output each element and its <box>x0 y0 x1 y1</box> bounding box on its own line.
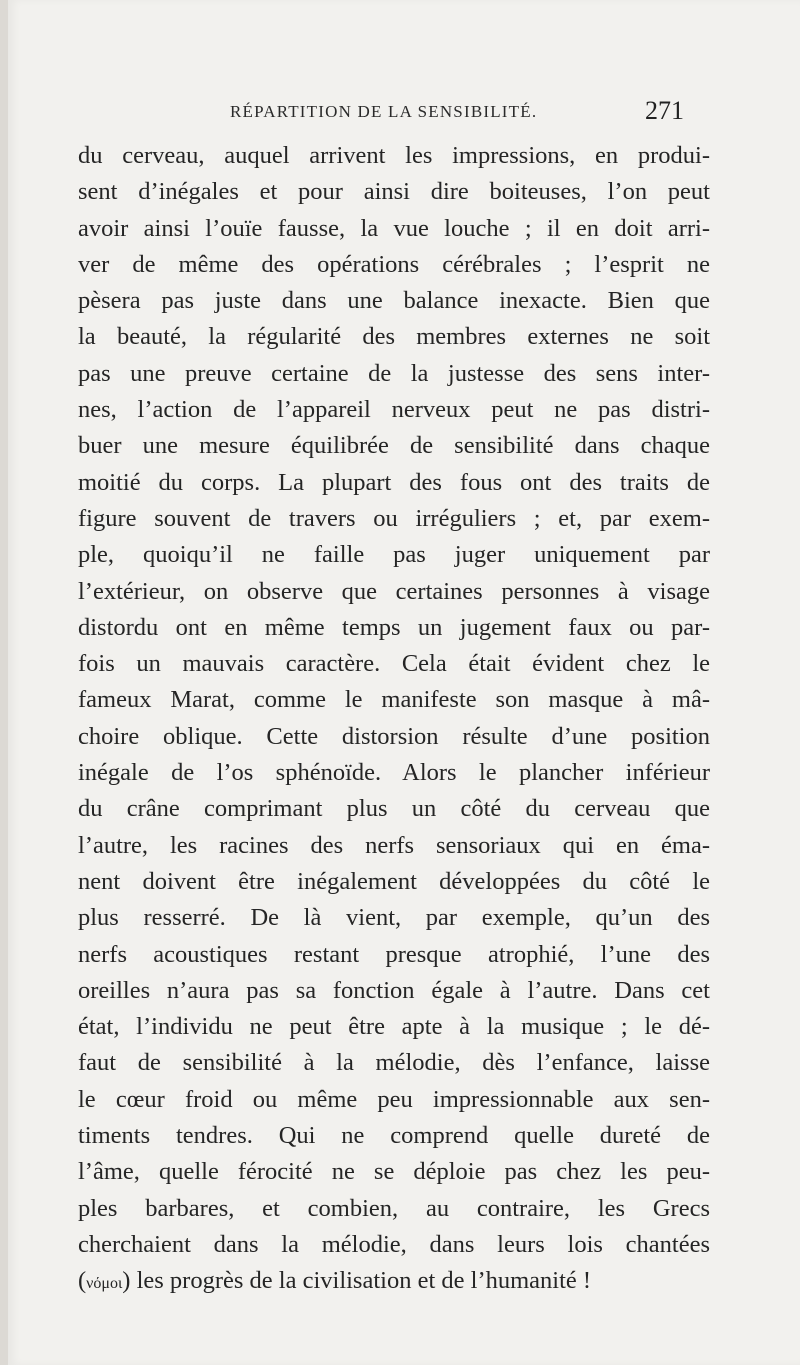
text-line: avoir ainsi l’ouïe fausse, la vue louche ; il en doit arri- <box>78 214 710 242</box>
text-line: inégale de l’os sphénoïde. Alors le plancher inférieur <box>78 759 710 787</box>
text-line: pèsera pas juste dans une balance inexacte. Bien que <box>78 287 710 315</box>
text-line: nent doivent être inégalement développées du côté le <box>78 867 710 895</box>
text-line: pas une preuve certaine de la justesse des sens inter- <box>78 359 710 387</box>
text-line: timents tendres. Qui ne comprend quelle dureté de <box>78 1122 710 1150</box>
text-line: le cœur froid ou même peu impressionnable aux sen- <box>78 1085 710 1113</box>
greek-word: νόμοι <box>86 1275 123 1293</box>
body-text <box>78 138 710 1300</box>
text-line: choire oblique. Cette distorsion résulte d’une position <box>78 722 710 750</box>
page-edge <box>0 0 8 1365</box>
text-line: plus resserré. De là vient, par exemple, qu’un des <box>78 904 710 932</box>
final-line-rest: ) les progrès de la civilisation et de l’humanité ! <box>122 1267 592 1295</box>
text-line: fois un mauvais caractère. Cela était évident chez le <box>78 650 710 678</box>
text-line: fameux Marat, comme le manifeste son masque à mâ- <box>78 686 710 714</box>
text-line: nes, l’action de l’appareil nerveux peut ne pas distri- <box>78 396 710 424</box>
page-header <box>0 96 800 130</box>
text-line: l’âme, quelle férocité ne se déploie pas chez les peu- <box>78 1158 710 1186</box>
text-line: figure souvent de travers ou irréguliers ; et, par exem- <box>78 504 710 532</box>
text-line: l’extérieur, on observe que certaines personnes à visage <box>78 577 710 605</box>
text-line: buer une mesure équilibrée de sensibilité dans chaque <box>78 432 710 460</box>
text-line: moitié du corps. La plupart des fous ont des traits de <box>78 468 710 496</box>
text-line: l’autre, les racines des nerfs sensoriaux qui en éma- <box>78 831 710 859</box>
text-line: distordu ont en même temps un jugement faux ou par- <box>78 613 710 641</box>
text-line: ple, quoiqu’il ne faille pas juger uniquement par <box>78 541 710 569</box>
running-title: RÉPARTITION DE LA SENSIBILITÉ. <box>230 102 538 121</box>
text-line: sent d’inégales et pour ainsi dire boiteuses, l’on peut <box>78 178 710 206</box>
page-number: 271 <box>645 96 684 125</box>
text-line: ver de même des opérations cérébrales ; l’esprit ne <box>78 250 710 278</box>
text-line: oreilles n’aura pas sa fonction égale à l’autre. Dans cet <box>78 976 710 1004</box>
text-line: état, l’individu ne peut être apte à la musique ; le dé- <box>78 1013 710 1041</box>
final-text-line <box>78 1263 710 1299</box>
text-line: la beauté, la régularité des membres externes ne soit <box>78 323 710 351</box>
text-line: cherchaient dans la mélodie, dans leurs lois chantées <box>78 1230 710 1258</box>
text-line: faut de sensibilité à la mélodie, dès l’enfance, laisse <box>78 1049 710 1077</box>
open-paren: ( <box>78 1267 87 1295</box>
text-line: ples barbares, et combien, au contraire, les Grecs <box>78 1194 710 1222</box>
text-line: du cerveau, auquel arrivent les impressions, en produi- <box>78 142 710 169</box>
text-line: nerfs acoustiques restant presque atrophié, l’une des <box>78 940 710 968</box>
text-line: du crâne comprimant plus un côté du cerveau que <box>78 795 710 823</box>
